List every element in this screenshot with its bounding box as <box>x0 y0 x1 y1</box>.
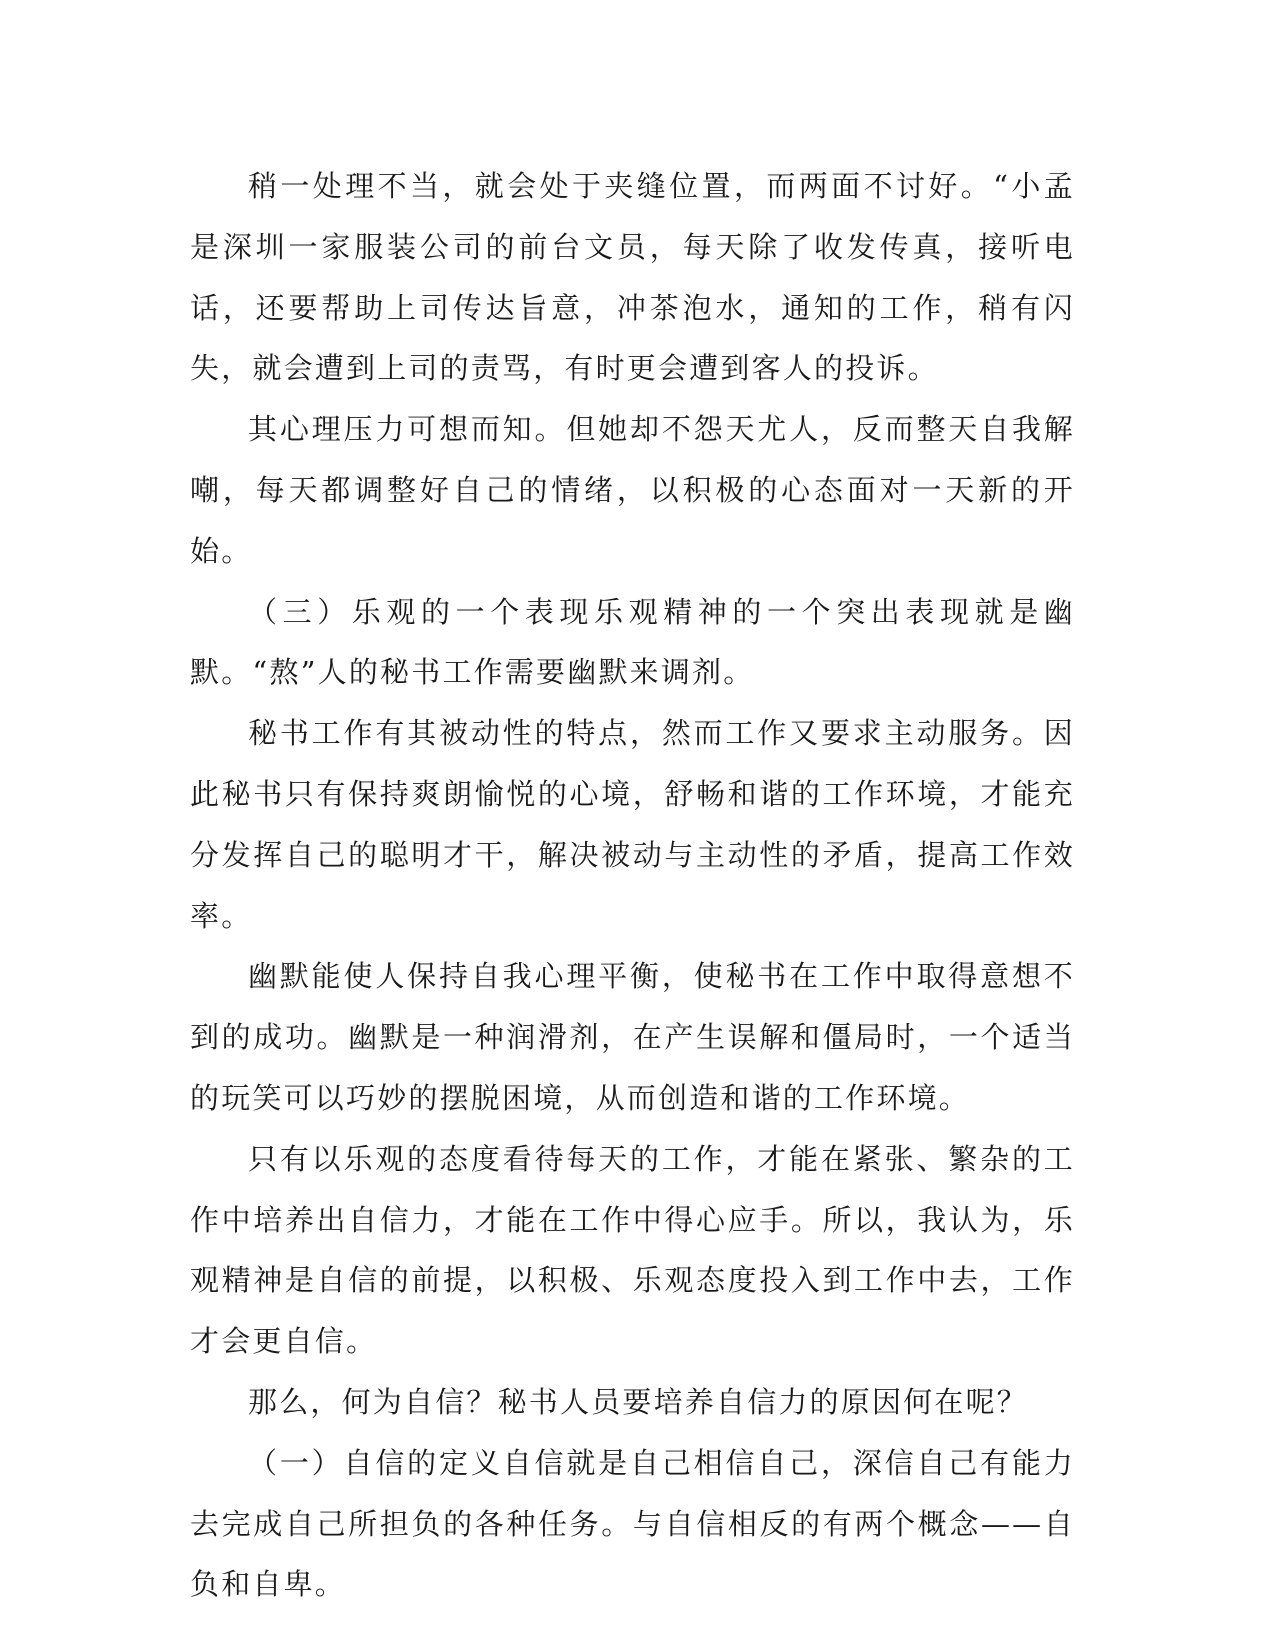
paragraph-4: 秘书工作有其被动性的特点，然而工作又要求主动服务。因此秘书只有保持爽朗愉悦的心境，舒畅和谐的工作环境，才能充分发挥自己的聪明才干，解决被动与主动性的矛盾，提高工作效率。 <box>190 716 1075 933</box>
paragraph-5: 幽默能使人保持自我心理平衡，使秘书在工作中取得意想不到的成功。幽默是一种润滑剂，在产生误解和僵局时，一个适当的玩笑可以巧妙的摆脱困境，从而创造和谐的工作环境。 <box>190 959 1075 1115</box>
paragraph-2: 其心理压力可想而知。但她却不怨天尤人，反而整天自我解嘲，每天都调整好自己的情绪，以积极的心态面对一天新的开始。 <box>190 412 1075 568</box>
paragraph-1: 稍一处理不当，就会处于夹缝位置，而两面不讨好。“小孟是深圳一家服装公司的前台文员，每天除了收发传真，接听电话，还要帮助上司传达旨意，冲茶泡水，通知的工作，稍有闪失，就会遭到上司的责骂，有时更会遭到客人的投诉。 <box>190 169 1075 386</box>
document-body <box>190 156 1075 1615</box>
paragraph-8: （一）自信的定义自信就是自己相信自己，深信自己有能力去完成自己所担负的各种任务。与自信相反的有两个概念——自负和自卑。 <box>190 1445 1075 1602</box>
paragraph-3: （三）乐观的一个表现乐观精神的一个突出表现就是幽默。“熬”人的秘书工作需要幽默来调剂。 <box>190 594 1075 690</box>
paragraph-6: 只有以乐观的态度看待每天的工作，才能在紧张、繁杂的工作中培养出自信力，才能在工作中得心应手。所以，我认为，乐观精神是自信的前提，以积极、乐观态度投入到工作中去，工作才会更自信。 <box>190 1141 1075 1359</box>
paragraph-7: 那么，何为自信？秘书人员要培养自信力的原因何在呢？ <box>248 1384 1029 1419</box>
